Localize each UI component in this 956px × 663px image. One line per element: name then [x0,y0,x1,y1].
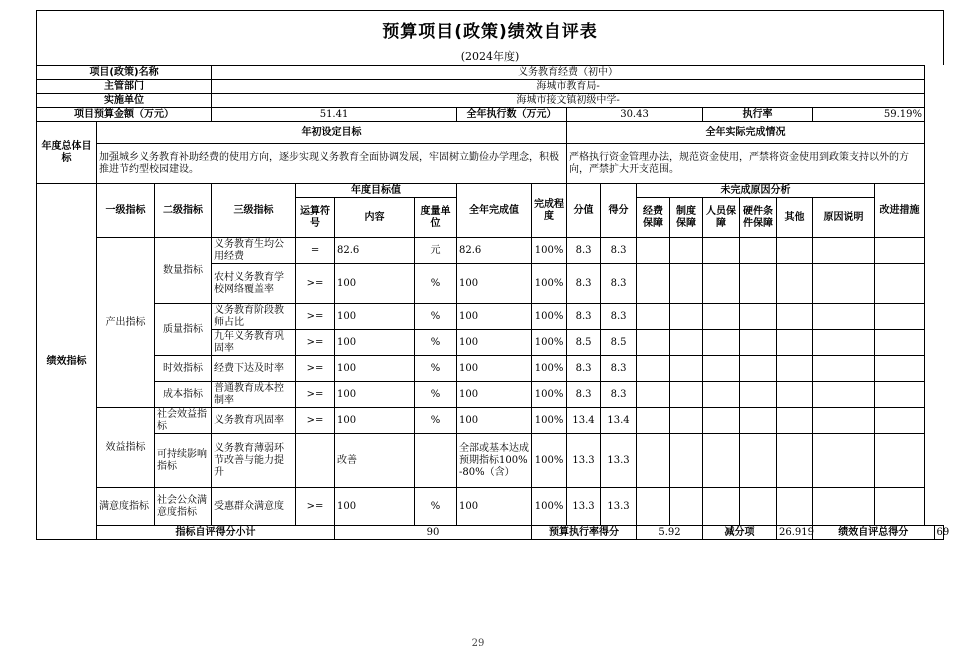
empty-cell [813,264,875,304]
op-cell: >= [296,356,335,382]
level1-benefit: 效益指标 [97,408,155,488]
empty-cell [875,488,925,526]
empty-cell [670,434,703,488]
score-cell: 8.3 [601,382,637,408]
header-reason-other: 其他 [777,198,813,238]
unit-cell: % [415,382,457,408]
empty-cell [875,434,925,488]
empty-cell [777,488,813,526]
done-cell: 100 [457,408,532,434]
empty-cell [813,382,875,408]
score-cell: 8.3 [601,264,637,304]
op-cell [296,434,335,488]
degree-cell: 100% [532,488,567,526]
value-cell: 8.3 [567,382,601,408]
budget-label: 项目预算金额（万元） [37,108,212,122]
header-reason: 未完成原因分析 [637,184,875,198]
budget-score-label: 预算执行率得分 [532,526,637,540]
table-row: 义务教育巩固率 [212,408,296,434]
header-reason-staff: 人员保障 [703,198,740,238]
header-level1: 一级指标 [97,184,155,238]
empty-cell [777,238,813,264]
budget-score-value: 5.92 [637,526,703,540]
empty-cell [777,356,813,382]
unit-cell [415,434,457,488]
score-cell: 13.3 [601,488,637,526]
total-label: 绩效自评总得分 [813,526,934,540]
empty-cell [813,238,875,264]
header-unit: 度量单位 [415,198,457,238]
subtotal-label: 指标自评得分小计 [97,526,335,540]
header-level2: 二级指标 [155,184,212,238]
empty-cell [703,382,740,408]
sheet-year: (2024年度) [36,47,944,65]
empty-cell [740,382,777,408]
empty-cell [777,382,813,408]
level1-output: 产出指标 [97,238,155,408]
header-score: 得分 [601,184,637,238]
unit-cell: % [415,264,457,304]
empty-cell [637,434,670,488]
deduct-value: 26.919 [777,526,813,540]
degree-cell: 100% [532,382,567,408]
actual-goal-header: 全年实际完成情况 [567,122,925,144]
header-degree: 完成程度 [532,184,567,238]
empty-cell [740,304,777,330]
value-cell: 13.3 [567,434,601,488]
unit-label: 实施单位 [37,94,212,108]
value-cell: 13.4 [567,408,601,434]
set-goal-header: 年初设定目标 [97,122,567,144]
header-content: 内容 [335,198,415,238]
content-cell: 100 [335,356,415,382]
level2-quantity: 数量指标 [155,238,212,304]
degree-cell: 100% [532,330,567,356]
unit-cell: 元 [415,238,457,264]
empty-cell [703,238,740,264]
content-cell: 100 [335,304,415,330]
project-name-label: 项目(政策)名称 [37,66,212,80]
degree-cell: 100% [532,408,567,434]
empty-cell [670,238,703,264]
table-row: 九年义务教育巩固率 [212,330,296,356]
header-score-value: 分值 [567,184,601,238]
level2-sustainable: 可持续影响指标 [155,434,212,488]
table-row: 普通教育成本控制率 [212,382,296,408]
level2-social-benefit: 社会效益指标 [155,408,212,434]
dept-value: 海城市教育局- [212,80,925,94]
rate-label: 执行率 [703,108,813,122]
degree-cell: 100% [532,434,567,488]
content-cell: 100 [335,488,415,526]
empty-cell [813,408,875,434]
empty-cell [740,488,777,526]
degree-cell: 100% [532,356,567,382]
dept-label: 主管部门 [37,80,212,94]
subtotal-value: 90 [335,526,532,540]
empty-cell [813,434,875,488]
unit-value: 海城市接文镇初级中学- [212,94,925,108]
done-cell: 100 [457,330,532,356]
empty-cell [670,382,703,408]
empty-cell [740,264,777,304]
header-op: 运算符号 [296,198,335,238]
degree-cell: 100% [532,264,567,304]
actual-goal-text: 严格执行资金管理办法，规范资金使用，严禁将资金使用到政策支持以外的方向，严禁扩大开支范围。 [567,144,925,184]
level2-cost: 成本指标 [155,382,212,408]
level2-timeliness: 时效指标 [155,356,212,382]
content-cell: 改善 [335,434,415,488]
table-row: 义务教育薄弱环节改善与能力提升 [212,434,296,488]
score-cell: 13.4 [601,408,637,434]
score-cell: 8.5 [601,330,637,356]
empty-cell [813,330,875,356]
empty-cell [703,356,740,382]
set-goal-text: 加强城乡义务教育补助经费的使用方向，逐步实现义务教育全面协调发展，牢固树立勤俭办学理念，积极推进节约型校园建设。 [97,144,567,184]
empty-cell [670,304,703,330]
empty-cell [670,330,703,356]
total-value: 69 [934,526,943,540]
empty-cell [740,238,777,264]
page-number: 29 [471,638,485,649]
empty-cell [637,304,670,330]
content-cell: 100 [335,264,415,304]
score-cell: 8.3 [601,238,637,264]
exec-value: 30.43 [567,108,703,122]
exec-label: 全年执行数（万元） [457,108,567,122]
table-row: 义务教育生均公用经费 [212,238,296,264]
score-cell: 8.3 [601,304,637,330]
header-reason-explain: 原因说明 [813,198,875,238]
header-level3: 三级指标 [212,184,296,238]
empty-cell [637,238,670,264]
header-target: 年度目标值 [296,184,457,198]
empty-cell [703,264,740,304]
empty-cell [875,330,925,356]
done-cell: 100 [457,304,532,330]
empty-cell [637,330,670,356]
score-cell: 8.3 [601,356,637,382]
op-cell: >= [296,330,335,356]
empty-cell [813,488,875,526]
done-cell: 全部或基本达成预期指标100%-80%（含） [457,434,532,488]
unit-cell: % [415,488,457,526]
annual-goal-label: 年度总体目标 [37,122,97,184]
empty-cell [670,488,703,526]
rate-value: 59.19% [813,108,925,122]
unit-cell: % [415,304,457,330]
score-cell: 13.3 [601,434,637,488]
header-improve: 改进措施 [875,184,925,238]
level1-satisfaction: 满意度指标 [97,488,155,526]
empty-cell [777,434,813,488]
done-cell: 100 [457,382,532,408]
empty-cell [740,356,777,382]
value-cell: 8.3 [567,304,601,330]
perf-label: 绩效指标 [37,184,97,540]
sheet-title: 预算项目(政策)绩效自评表 [36,10,944,47]
empty-cell [875,356,925,382]
table-row: 受惠群众满意度 [212,488,296,526]
unit-cell: % [415,356,457,382]
budget-value: 51.41 [212,108,457,122]
header-reason-funding: 经费保障 [637,198,670,238]
empty-cell [637,264,670,304]
empty-cell [703,488,740,526]
value-cell: 8.3 [567,264,601,304]
empty-cell [637,488,670,526]
empty-cell [670,408,703,434]
empty-cell [740,330,777,356]
header-reason-hardware: 硬件条件保障 [740,198,777,238]
level2-quality: 质量指标 [155,304,212,356]
empty-cell [813,304,875,330]
empty-cell [875,382,925,408]
empty-cell [703,330,740,356]
empty-cell [777,264,813,304]
value-cell: 8.3 [567,238,601,264]
done-cell: 82.6 [457,238,532,264]
empty-cell [777,408,813,434]
content-cell: 100 [335,382,415,408]
content-cell: 100 [335,330,415,356]
content-cell: 100 [335,408,415,434]
table-row: 农村义务教育学校网络覆盖率 [212,264,296,304]
op-cell: = [296,238,335,264]
empty-cell [777,304,813,330]
value-cell: 8.5 [567,330,601,356]
empty-cell [670,264,703,304]
empty-cell [875,304,925,330]
project-name-value: 义务教育经费（初中） [212,66,925,80]
value-cell: 13.3 [567,488,601,526]
empty-cell [637,408,670,434]
done-cell: 100 [457,488,532,526]
table-row: 义务教育阶段教师占比 [212,304,296,330]
empty-cell [740,434,777,488]
empty-cell [637,382,670,408]
empty-cell [703,408,740,434]
degree-cell: 100% [532,304,567,330]
op-cell: >= [296,264,335,304]
done-cell: 100 [457,264,532,304]
empty-cell [813,356,875,382]
table-row: 经费下达及时率 [212,356,296,382]
value-cell: 8.3 [567,356,601,382]
header-done-value: 全年完成值 [457,184,532,238]
deduct-label: 减分项 [703,526,777,540]
empty-cell [875,238,925,264]
empty-cell [777,330,813,356]
header-reason-system: 制度保障 [670,198,703,238]
degree-cell: 100% [532,238,567,264]
empty-cell [703,434,740,488]
op-cell: >= [296,304,335,330]
self-evaluation-sheet [36,10,950,540]
empty-cell [740,408,777,434]
evaluation-table [36,65,950,540]
op-cell: >= [296,488,335,526]
done-cell: 100 [457,356,532,382]
content-cell: 82.6 [335,238,415,264]
unit-cell: % [415,330,457,356]
empty-cell [875,264,925,304]
empty-cell [637,356,670,382]
op-cell: >= [296,408,335,434]
empty-cell [703,304,740,330]
empty-cell [670,356,703,382]
level2-public-satisfaction: 社会公众满意度指标 [155,488,212,526]
op-cell: >= [296,382,335,408]
empty-cell [875,408,925,434]
unit-cell: % [415,408,457,434]
